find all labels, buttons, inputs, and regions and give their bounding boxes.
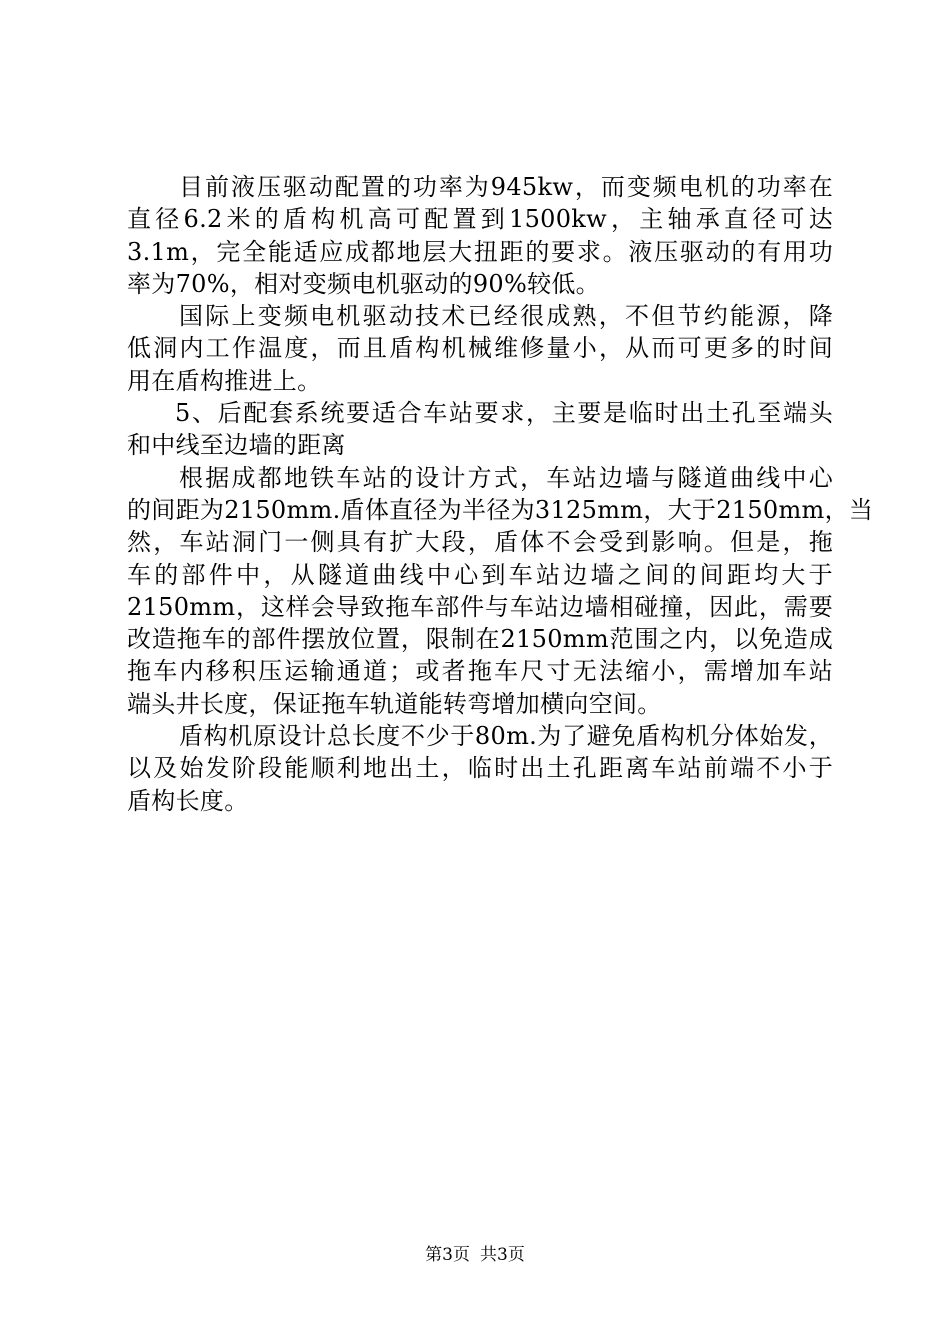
page-total: 共3页 [480,1245,525,1265]
text-line: 目前液压驱动配置的功率为945kw，而变频电机的功率在 [179,173,833,201]
text-line: 拖车内移积压运输通道；或者拖车尺寸无法缩小，需增加车站 [127,657,833,686]
text-line: 改造拖车的部件摆放位置，限制在2150mm范围之内，以免造成 [127,625,833,654]
paragraph-drive-power [127,171,833,300]
text-line: 2150mm，这样会导致拖车部件与车站边墙相碰撞，因此，需要 [127,592,833,621]
document-body [127,171,874,817]
text-line: 低洞内工作温度，而且盾构机械维修量小，从而可更多的时间 [127,334,833,363]
page-footer [0,1244,950,1266]
page-number: 第3页 [425,1245,470,1265]
paragraph-shield-length [127,720,833,817]
text-line: 直径6.2米的盾构机高可配置到1500kw，主轴承直径可达 [127,205,833,234]
text-line: 5、后配套系统要适合车站要求，主要是临时出土孔至端头 [175,399,833,428]
section-heading-5 [127,397,833,462]
text-line: 用在盾构推进上。 [127,366,322,395]
text-line: 车的部件中，从隧道曲线中心到车站边墙之间的间距均大于 [127,560,833,589]
text-line: 率为70%，相对变频电机驱动的90%较低。 [127,269,600,298]
text-line: 国际上变频电机驱动技术已经很成熟，不但节约能源，降 [179,302,833,331]
text-line: 3.1m，完全能适应成都地层大扭距的要求。液压驱动的有用功 [127,237,833,266]
text-line: 根据成都地铁车站的设计方式，车站边墙与隧道曲线中心 [179,463,833,492]
text-line: 端头井长度，保证拖车轨道能转弯增加横向空间。 [127,689,662,718]
text-line: 和中线至边墙的距离 [127,431,346,460]
text-line: 以及始发阶段能顺利地出土，临时出土孔距离车站前端不小于 [127,754,833,783]
text-line: 然，车站洞门一侧具有扩大段，盾体不会受到影响。但是，拖 [127,528,833,557]
paragraph-vfd-technology [127,300,833,397]
text-line: 的间距为2150mm.盾体直径为半径为3125mm，大于2150mm，当 [127,495,874,524]
paragraph-station-wall-distance [127,462,874,720]
text-line: 盾构长度。 [127,786,249,815]
text-line: 盾构机原设计总长度不少于80m.为了避免盾构机分体始发， [179,722,833,751]
